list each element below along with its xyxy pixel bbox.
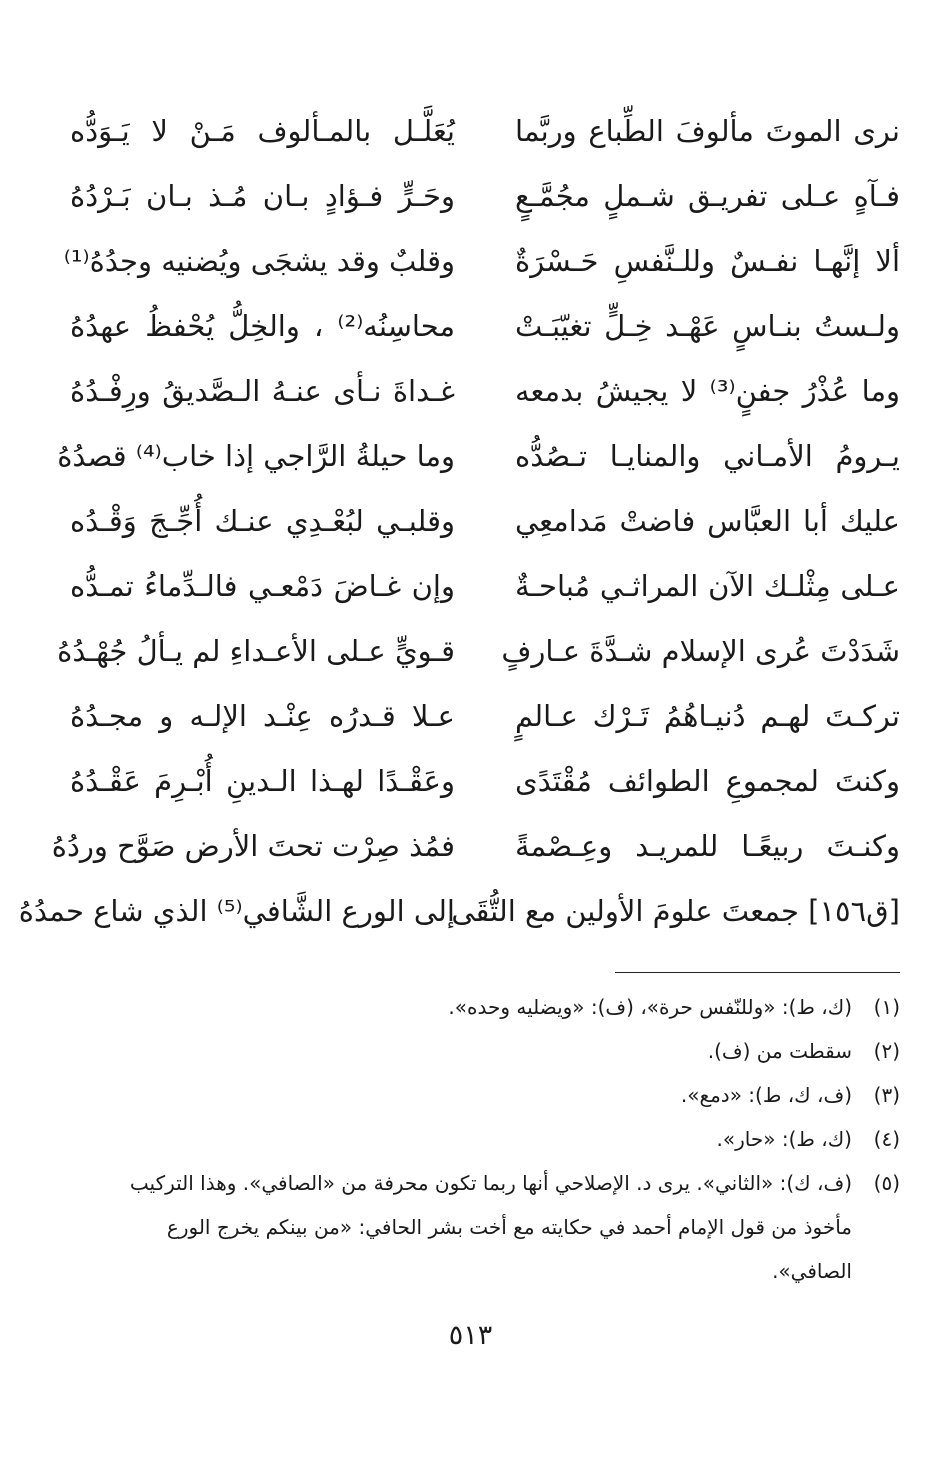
verse-10 xyxy=(70,683,900,748)
verse-9-second-hemistich: قـويٍّ عـلى الأعـداءِ لم يـألُ جُهْـدُهُ xyxy=(57,633,455,668)
verse-7 xyxy=(70,488,900,553)
footnote-text: (ك، ط): «وللنّفس حرة»، (ف): «ويضليه وحده». xyxy=(448,995,852,1019)
verse-3-second-hemistich: وقلبٌ وقد يشجَى ويُضنيه وجدُهُ⁽¹⁾ xyxy=(63,243,455,278)
verse-7-second-hemistich: وقلبـي لبُعْـدِي عنـك أُجِّـجَ وَقْـدُه xyxy=(70,503,455,538)
footnote-5 xyxy=(120,1161,900,1293)
verse-4-first-hemistich: ولـستُ بنـاسٍ عَهْـد خِـلٍّ تغيّبَـتْ xyxy=(515,308,900,343)
footnote-number: (١) xyxy=(873,995,900,1019)
poem-block xyxy=(18,98,900,943)
verse-4 xyxy=(70,293,900,358)
verse-10-first-hemistich: تركـتَ لهـم دُنيـاهُمُ تَـرْك عـالمٍ xyxy=(515,698,900,733)
footnote-text: (ك، ط): «حار». xyxy=(716,1127,852,1151)
verse-8-second-hemistich: وإن غـاضَ دَمْعـي فالـدِّماءُ تمـدُّه xyxy=(70,568,455,603)
verse-9-first-hemistich: شَدَدْتَ عُرى الإسلام شـدَّةَ عـارفٍ xyxy=(501,633,900,668)
verse-5-first-hemistich: وما عُذْرُ جفنٍ⁽³⁾ لا يجيشُ بدمعه xyxy=(515,373,900,408)
page-number: ٥١٣ xyxy=(448,1320,493,1351)
verse-12 xyxy=(51,813,900,878)
verse-1 xyxy=(70,98,900,163)
footnote-number: (٤) xyxy=(873,1127,900,1151)
verse-5 xyxy=(70,358,900,423)
verse-11-second-hemistich: وعَقْـدًا لهـذا الـدينِ أُبْـرِمَ عَقْـدُهُ xyxy=(70,763,455,798)
verse-13-second-hemistich: إلى الورع الشَّافي⁽⁵⁾ الذي شاع حمدُهُ xyxy=(18,893,455,928)
footnote-text: (ف، ك): «الثاني». يرى د. الإصلاحي أنها ربما تكون محرفة من «الصافي». وهذا التركيب مأخوذ من قول الإمام أحمد في حكايته مع أخت بشر الحافي: «من بينكم يخرج الورع الصافي». xyxy=(129,1171,852,1283)
verse-8-first-hemistich: عـلى مِثْلـك الآن المراثـي مُباحـةٌ xyxy=(515,568,900,603)
footnote-number: (٣) xyxy=(873,1083,900,1107)
footnote-number: (٢) xyxy=(873,1039,900,1063)
verse-2-first-hemistich: فـآهٍ عـلى تفريـق شـملٍ مجُمَّـعٍ xyxy=(515,178,900,213)
verse-2-second-hemistich: وحَـرٍّ فـؤادٍ بـان مُـذ بـان بَـرْدُهُ xyxy=(70,178,455,213)
verse-2 xyxy=(70,163,900,228)
verse-4-second-hemistich: محاسِنُه⁽²⁾ ، والخِلُّ يُحْفظُ عهدُهُ xyxy=(70,308,455,343)
footnotes xyxy=(120,985,900,1293)
verse-11 xyxy=(70,748,900,813)
verse-10-second-hemistich: عـلا قـدرُه عِنْـد الإلـه و مجـدُهُ xyxy=(70,698,455,733)
verse-3-first-hemistich: ألا إنَّهـا نفـسٌ وللـنَّفسِ حَـسْرَةٌ xyxy=(515,243,900,278)
verse-6 xyxy=(57,423,900,488)
footnote-1 xyxy=(120,985,900,1029)
verse-8 xyxy=(70,553,900,618)
verse-9 xyxy=(57,618,900,683)
verse-12-first-hemistich: وكنـتَ ربيعًـا للمريـد وعِـصْمةً xyxy=(515,828,900,863)
footnote-4 xyxy=(120,1117,900,1161)
verse-3 xyxy=(63,228,900,293)
verse-11-first-hemistich: وكنتَ لمجموعِ الطوائف مُقْتَدًى xyxy=(515,763,900,798)
footnote-text: (ف، ك، ط): «دمع». xyxy=(680,1083,852,1107)
footnote-number: (٥) xyxy=(873,1171,900,1195)
footnote-separator xyxy=(615,972,900,973)
verse-7-first-hemistich: عليك أبا العبَّاس فاضتْ مَدامعِي xyxy=(515,503,900,538)
verse-5-second-hemistich: غـداةَ نـأى عنـهُ الـصَّديقُ ورِفْـدُهُ xyxy=(70,373,455,408)
verse-13-first-hemistich: [ق١٥٦] جمعتَ علومَ الأولين مع التُّقَى xyxy=(451,893,900,928)
verse-1-first-hemistich: نرى الموتَ مألوفَ الطِّباع وربَّما xyxy=(515,113,900,148)
verse-6-first-hemistich: يـرومُ الأمـاني والمنايـا تـصُدُّه xyxy=(515,438,900,473)
footnote-text: سقطت من (ف). xyxy=(707,1039,852,1063)
verse-1-second-hemistich: يُعَلَّـل بالمـألوف مَـنْ لا يَـوَدُّه xyxy=(70,113,455,148)
verse-12-second-hemistich: فمُذ صِرْت تحتَ الأرض صَوَّح وردُهُ xyxy=(51,828,455,863)
verse-6-second-hemistich: وما حيلةُ الرَّاجي إذا خاب⁽⁴⁾ قصدُهُ xyxy=(57,438,455,473)
verse-13 xyxy=(18,878,900,943)
footnote-3 xyxy=(120,1073,900,1117)
footnote-2 xyxy=(120,1029,900,1073)
